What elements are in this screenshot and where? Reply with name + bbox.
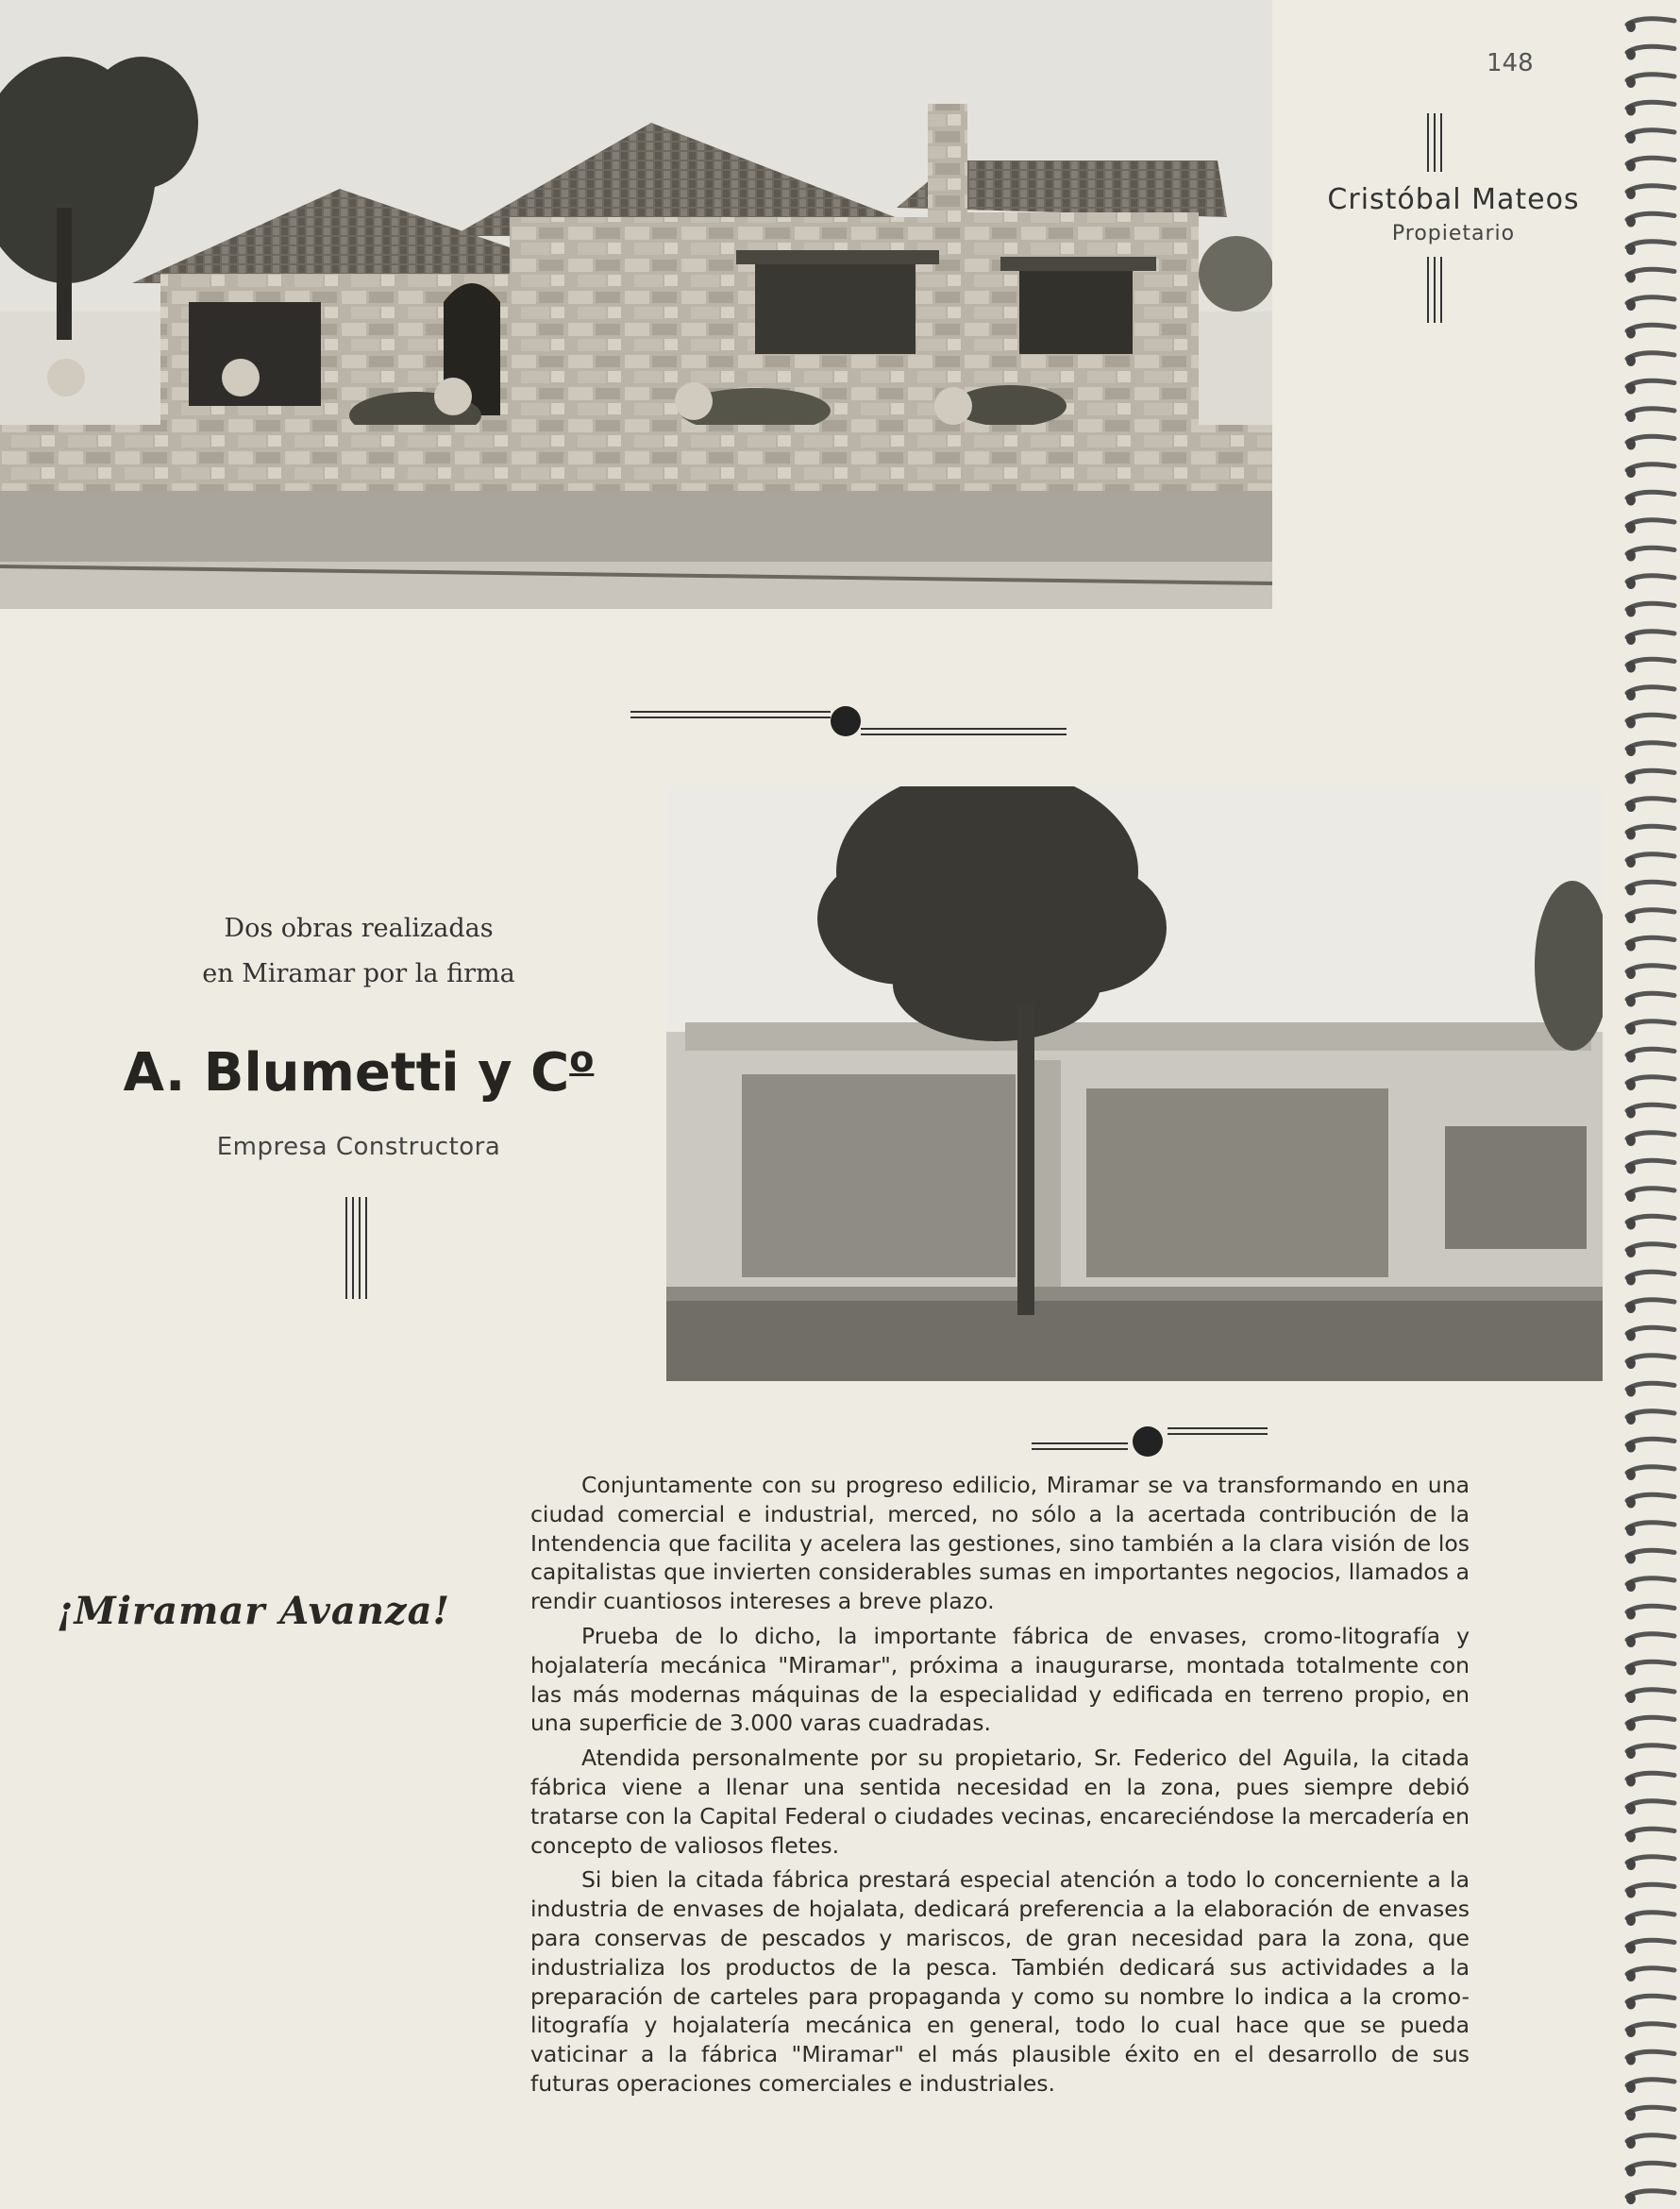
article-paragraph: Conjuntamente con su progreso edilicio, Miramar se va transformando en una ciudad comercial e industrial, merced, no sólo a la acertada contribución de la Intendencia que facilita y acelera las gestiones, sino también a la clara visión de los capitalistas que invierten considerables sumas en importantes negocios, llamados a rendir cuantiosos intereses a breve plazo. — [530, 1472, 1470, 1615]
company-name — [94, 1038, 623, 1104]
spiral-binding-icon — [1621, 0, 1680, 2209]
intro-line-2: en Miramar por la firma — [202, 959, 515, 988]
owner-credit — [1293, 183, 1614, 245]
page-number: 148 — [1487, 49, 1534, 77]
owner-role: Propietario — [1391, 222, 1516, 245]
article-paragraph: Prueba de lo dicho, la importante fábrica de envases, cromo-litografía y hojalatería mecánica "Miramar", próxima a inaugurarse, montada totalmente con las más modernas máquinas de la especialidad y edificada en terreno propio, en una superficie de 3.000 varas cuadradas. — [530, 1622, 1470, 1737]
article-paragraph: Atendida personalmente por su propietario, Sr. Federico del Aguila, la citada fábrica viene a llenar una sentida necesidad en la zona, pues siempre debió tratarse con la Capital Federal o ciudades vecinas, encareciéndose la mercadería en concepto de valiosos fletes. — [530, 1745, 1470, 1859]
owner-name: Cristóbal Mateos — [1327, 183, 1580, 216]
company-type: Empresa Constructora — [216, 1133, 501, 1161]
stone-house-photo — [0, 0, 1272, 609]
owner-bottom-bars — [1427, 257, 1442, 323]
slogan: ¡Miramar Avanza! — [57, 1589, 451, 1633]
company-bars — [345, 1197, 367, 1299]
ornamental-divider-2 — [1032, 1421, 1268, 1459]
intro-text — [151, 906, 566, 997]
ornamental-divider — [630, 703, 1067, 741]
commercial-building-photo — [666, 786, 1603, 1381]
article-body — [530, 1471, 1470, 2104]
article-paragraph: Si bien la citada fábrica prestará especial atención a todo lo concerniente a la industria de envases de hojalata, dedicará preferencia a la elaboración de envases para conservas de pescados y mariscos, de gran necesidad para la zona, que industrializa los productos de la pesca. También dedicará sus actividades a la preparación de carteles para propaganda y como su nombre lo indica a la cromo-litografía y hojalatería mecánica en general, todo lo cual hace que se pueda vaticinar a la fábrica "Miramar" el más plausible éxito en el desarrollo de sus futuras operaciones comerciales e industriales. — [530, 1866, 1470, 2097]
company-name-suffix: o — [569, 1038, 595, 1080]
company-name-text: A. Blumetti y C — [123, 1042, 570, 1104]
owner-top-bars — [1427, 113, 1442, 172]
intro-line-1: Dos obras realizadas — [224, 914, 494, 943]
